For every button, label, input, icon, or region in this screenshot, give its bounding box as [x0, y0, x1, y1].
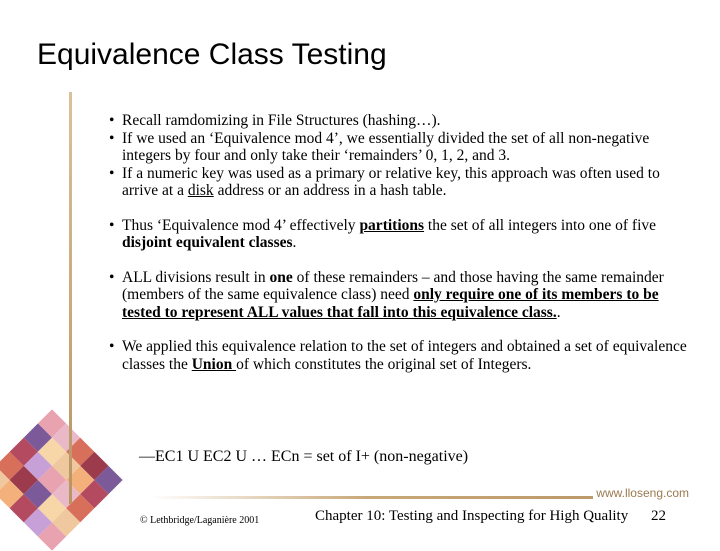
vertical-accent-line [69, 92, 72, 504]
underlined-text: only require one of its members to be tested to represent ALL values that fall into this equivalence class. [122, 286, 659, 321]
underlined-text: Union [191, 355, 237, 373]
bullet-item [105, 112, 695, 130]
bullet-item [105, 338, 695, 373]
bullet-text: of these remainders – and those having the same remainder (members of the same equivalence class) need [122, 268, 664, 303]
bullet-text: . [292, 234, 297, 251]
bullet-item [105, 217, 695, 252]
slide-title: Equivalence Class Testing [37, 38, 387, 71]
bullet-text: . [556, 303, 561, 321]
underlined-text: partitions [359, 216, 425, 234]
bullet-text: We applied this equivalence relation to the set of integers and obtained a set of equivalence classes the [122, 338, 687, 373]
bullet-list [105, 338, 695, 373]
bold-text: one [269, 268, 293, 286]
quilt-logo [0, 409, 123, 550]
bullet-list [105, 269, 695, 322]
bullet-item [105, 269, 695, 322]
slide-body [105, 112, 695, 373]
underlined-text: disk [187, 182, 214, 199]
bold-text: disjoint equivalent classes [122, 234, 293, 251]
bullet-list [105, 112, 695, 200]
page-number: 22 [651, 508, 666, 524]
bullet-text: the set of all integers into one of five [424, 216, 657, 234]
bullet-text: ALL divisions result in [122, 268, 270, 286]
bullet-text: If a numeric key was used as a primary or relative key, this approach was often used to arrive at a [122, 164, 660, 199]
bullet-text: Recall ramdomizing in File Structures (hashing…). [122, 112, 441, 129]
equivalence-formula: —EC1 U EC2 U … ECn = set of I+ (non-negative) [139, 448, 469, 465]
bullet-text: address or an address in a hash table. [213, 182, 447, 199]
bullet-text: of which constitutes the original set of Integers. [236, 355, 532, 373]
bullet-list [105, 217, 695, 252]
website-label: www.lloseng.com [593, 486, 692, 500]
chapter-title: Chapter 10: Testing and Inspecting for High Quality [315, 508, 629, 524]
bullet-text: Thus ‘Equivalence mod 4’ effectively [122, 216, 360, 234]
bullet-text: If we used an ‘Equivalence mod 4’, we essentially divided the set of all non-negative integers by four and only take their ‘remainders’ 0, 1, 2, and 3. [122, 129, 650, 164]
copyright-text: © Lethbridge/Laganière 2001 [140, 515, 260, 526]
bullet-item [105, 165, 695, 200]
bullet-item [105, 130, 695, 165]
